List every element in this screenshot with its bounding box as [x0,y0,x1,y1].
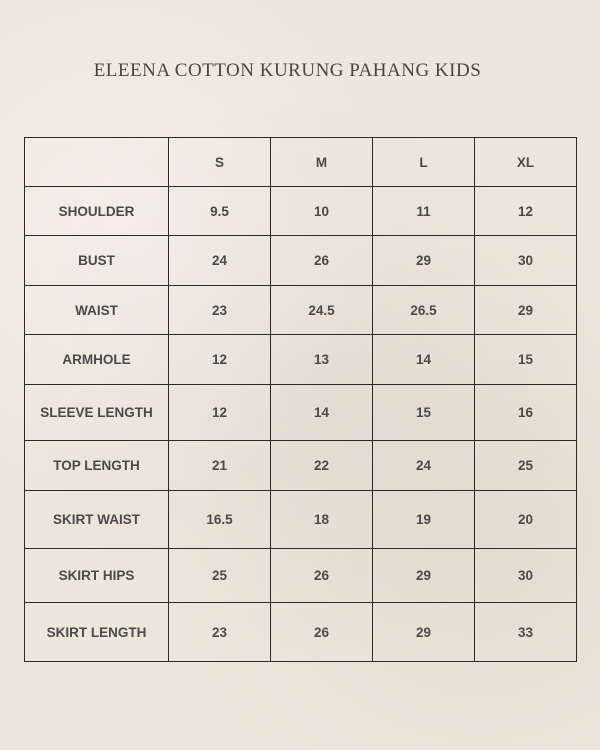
table-cell: 9.5 [169,187,271,236]
table-cell: 13 [271,335,373,384]
row-label: SKIRT WAIST [25,490,169,548]
table-cell: 12 [169,384,271,440]
table-row [25,335,577,384]
table-cell: 25 [475,441,577,490]
page-title: ELEENA COTTON KURUNG PAHANG KIDS [93,60,482,81]
table-header-row [25,138,577,187]
table-row [25,236,577,285]
table-cell: 25 [169,548,271,602]
table-row [25,384,577,440]
table-cell: 33 [475,603,577,662]
table-cell: 24.5 [271,285,373,334]
row-label: ARMHOLE [25,335,169,384]
table-row [25,603,577,662]
corner-cell [25,138,169,187]
table-cell: 26 [271,548,373,602]
table-cell: 30 [475,548,577,602]
table-cell: 19 [373,490,475,548]
table-row [25,285,577,334]
table-cell: 24 [169,236,271,285]
table-cell: 11 [373,187,475,236]
size-header-l: L [373,138,475,187]
table-cell: 26 [271,603,373,662]
size-header-xl: XL [475,138,577,187]
table-row [25,441,577,490]
table-cell: 29 [373,603,475,662]
size-header-s: S [169,138,271,187]
table-cell: 29 [475,285,577,334]
table-cell: 21 [169,441,271,490]
table-cell: 29 [373,548,475,602]
table-cell: 15 [475,335,577,384]
row-label: SKIRT HIPS [25,548,169,602]
table-row [25,490,577,548]
table-cell: 14 [271,384,373,440]
table-cell: 26.5 [373,285,475,334]
row-label: WAIST [25,285,169,334]
row-label: BUST [25,236,169,285]
table-cell: 24 [373,441,475,490]
table-cell: 29 [373,236,475,285]
table-cell: 20 [475,490,577,548]
table-row [25,187,577,236]
row-label: SHOULDER [25,187,169,236]
size-chart-table [24,137,577,662]
table-cell: 10 [271,187,373,236]
table-cell: 18 [271,490,373,548]
table-cell: 16 [475,384,577,440]
size-header-m: M [271,138,373,187]
table-cell: 23 [169,603,271,662]
row-label: SLEEVE LENGTH [25,384,169,440]
table-row [25,548,577,602]
row-label: SKIRT LENGTH [25,603,169,662]
table-cell: 15 [373,384,475,440]
table-cell: 12 [475,187,577,236]
table-cell: 16.5 [169,490,271,548]
table-cell: 26 [271,236,373,285]
table-cell: 12 [169,335,271,384]
table-cell: 30 [475,236,577,285]
table-cell: 14 [373,335,475,384]
row-label: TOP LENGTH [25,441,169,490]
table-cell: 22 [271,441,373,490]
table-cell: 23 [169,285,271,334]
